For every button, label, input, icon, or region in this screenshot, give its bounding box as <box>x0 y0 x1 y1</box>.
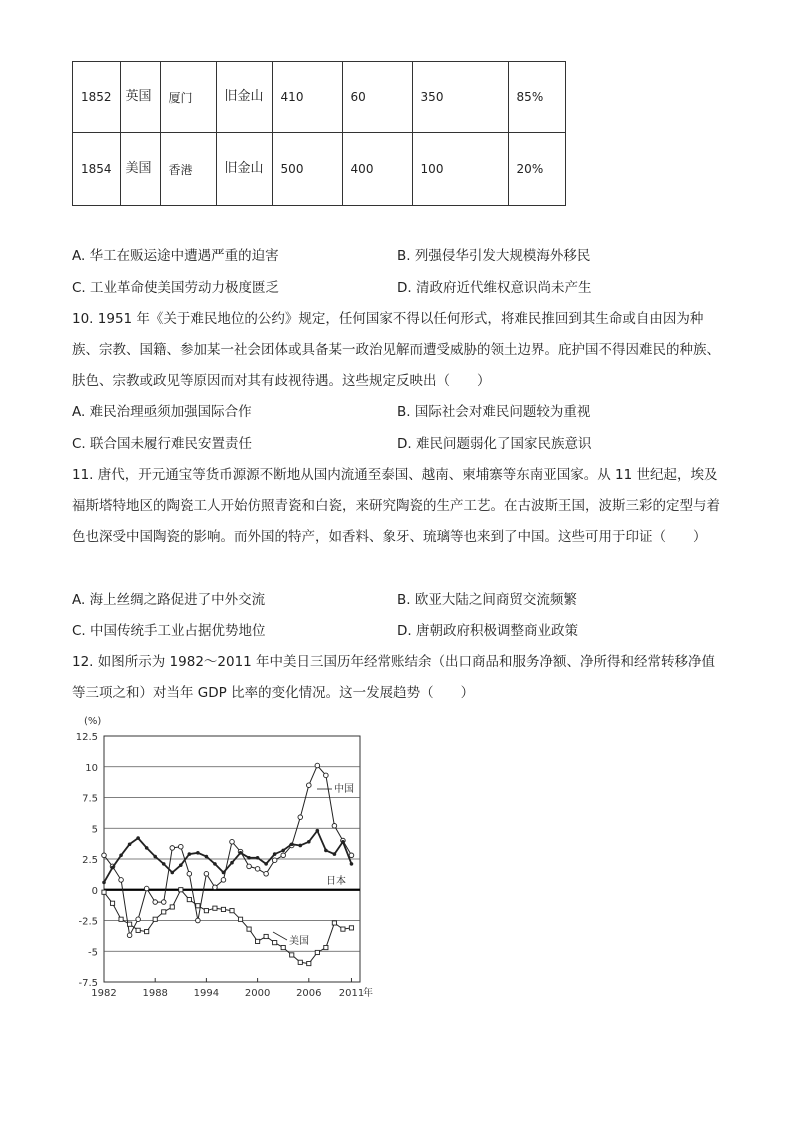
data-point <box>298 960 302 964</box>
series-line-美国 <box>104 890 352 964</box>
data-point <box>315 950 319 954</box>
data-point <box>341 927 345 931</box>
series-label: 美国 <box>289 936 309 947</box>
data-point <box>119 917 123 921</box>
y-tick-label: 2.5 <box>82 855 98 866</box>
table-cell: 旧金山 <box>216 133 272 206</box>
q10-option-a[interactable]: A. 难民治理亟须加强国际合作 <box>72 404 252 420</box>
q11-option-c[interactable]: C. 中国传统手工业占据优势地位 <box>72 623 266 639</box>
data-point <box>264 871 269 876</box>
data-point <box>136 917 141 922</box>
series-label: 日本 <box>326 876 346 887</box>
table-cell: 410 <box>272 62 342 133</box>
data-point <box>307 961 311 965</box>
q12-stem: 12. 如图所示为 1982～2011 年中美日三国历年经常账结余（出口商品和服务净额、净所得和经常转移净值等三项之和）对当年 GDP 比率的变化情况。这一发展趋势（ ） <box>72 654 716 701</box>
q10-option-d[interactable]: D. 难民问题弱化了国家民族意识 <box>397 436 592 452</box>
x-tick-label: 1982 <box>91 988 117 999</box>
data-point <box>324 849 328 853</box>
data-point <box>247 864 252 869</box>
data-point <box>221 878 226 883</box>
table-row <box>73 62 566 133</box>
data-point <box>290 842 294 846</box>
data-point <box>324 773 329 778</box>
data-point <box>273 941 277 945</box>
data-point <box>188 852 192 856</box>
data-point <box>256 856 260 860</box>
data-point <box>349 926 353 930</box>
series-label: 中国 <box>334 784 354 795</box>
data-point <box>196 851 200 855</box>
data-point <box>153 900 158 905</box>
data-point <box>230 909 234 913</box>
data-point <box>255 867 260 872</box>
data-point <box>272 858 277 863</box>
data-point <box>187 897 191 901</box>
data-point <box>298 815 303 820</box>
q9-option-c[interactable]: C. 工业革命使美国劳动力极度匮乏 <box>72 280 280 296</box>
y-tick-label: -7.5 <box>78 978 98 989</box>
y-tick-label: -2.5 <box>78 916 98 928</box>
data-point <box>153 917 157 921</box>
table-cell: 英国 <box>120 62 160 133</box>
q9-option-a[interactable]: A. 华工在贩运途中遭遇严重的迫害 <box>72 248 279 264</box>
y-tick-label: 12.5 <box>75 732 98 743</box>
data-point <box>179 844 184 849</box>
data-point <box>144 886 149 891</box>
data-point <box>119 854 123 858</box>
table-cell: 100 <box>412 133 508 206</box>
data-point <box>187 871 192 876</box>
data-point <box>281 945 285 949</box>
q11-stem: 11. 唐代，开元通宝等货币源源不断地从国内流通至泰国、越南、柬埔寨等东南亚国家。从 11 世纪起，埃及福斯塔特地区的陶瓷工人开始仿照青瓷和白瓷，来研究陶瓷的生产工艺。在古波斯王国，波斯三彩的定型与着色也深受中国陶瓷的影响。而外国的特产，如香料、象牙、琉璃等也来到了中国。这些可用于印证（ ） <box>72 467 720 545</box>
table-cell: 60 <box>342 62 412 133</box>
data-point <box>230 839 235 844</box>
data-point <box>128 922 132 926</box>
table-cell: 1854 <box>73 133 121 206</box>
y-tick-label: 10 <box>85 762 98 774</box>
data-point <box>315 763 320 768</box>
data-point <box>128 842 132 846</box>
data-point <box>213 906 217 910</box>
data-point <box>349 853 354 858</box>
data-point <box>153 855 157 859</box>
table-cell: 美国 <box>120 133 160 206</box>
data-point <box>196 918 201 923</box>
data-point <box>307 840 311 844</box>
y-axis-label: (%) <box>84 716 102 727</box>
x-tick-label: 2006 <box>296 988 322 999</box>
data-point <box>222 871 226 875</box>
x-axis-label: 年 <box>363 988 373 999</box>
data-point <box>281 849 285 853</box>
q9-option-b[interactable]: B. 列强侵华引发大规模海外移民 <box>397 248 591 264</box>
data-point <box>264 862 268 866</box>
data-point <box>145 846 149 850</box>
data-point <box>204 909 208 913</box>
data-point <box>247 927 251 931</box>
y-tick-label: 5 <box>91 824 98 836</box>
data-point <box>170 846 175 851</box>
x-tick-label: 2000 <box>244 988 271 999</box>
x-tick-label: 1988 <box>142 988 168 999</box>
migration-table <box>72 61 566 206</box>
table-cell: 85% <box>508 62 565 133</box>
data-point <box>316 829 320 833</box>
q9-option-d[interactable]: D. 清政府近代维权意识尚未产生 <box>397 280 592 296</box>
q10-stem: 10. 1951 年《关于难民地位的公约》规定，任何国家不得以任何形式，将难民推回到其生命或自由因为种族、宗教、国籍、参加某一社会团体或具备某一政治见解而遭受威胁的领土边界。庇护国不得因难民的种族、肤色、宗教或政见等原因而对其有歧视待遇。这些规定反映出（ ） <box>72 311 720 389</box>
q11-option-d[interactable]: D. 唐朝政府积极调整商业政策 <box>397 623 578 639</box>
data-point <box>102 853 107 858</box>
data-point <box>307 783 312 788</box>
data-point <box>111 866 115 870</box>
data-point <box>256 939 260 943</box>
data-point <box>332 921 336 925</box>
data-point <box>170 871 174 875</box>
data-point <box>333 852 337 856</box>
data-point <box>136 836 140 840</box>
data-point <box>196 904 200 908</box>
data-point <box>273 852 277 856</box>
q10-option-c[interactable]: C. 联合国未履行难民安置责任 <box>72 436 253 452</box>
data-point <box>221 907 225 911</box>
data-point <box>179 863 183 867</box>
y-tick-label: -5 <box>88 947 98 959</box>
data-point <box>230 861 234 865</box>
data-point <box>264 934 268 938</box>
y-tick-label: 0 <box>91 885 98 897</box>
data-point <box>350 862 354 866</box>
table-cell: 400 <box>342 133 412 206</box>
table-cell: 500 <box>272 133 342 206</box>
data-point <box>238 917 242 921</box>
data-point <box>281 853 286 858</box>
data-point <box>170 905 174 909</box>
data-point <box>298 844 302 848</box>
data-point <box>324 945 328 949</box>
data-point <box>179 888 183 892</box>
table-row <box>73 133 566 206</box>
data-point <box>162 910 166 914</box>
x-tick-label: 2011 <box>338 988 365 999</box>
table-cell: 350 <box>412 62 508 133</box>
current-account-chart <box>60 708 390 1008</box>
table-cell: 香港 <box>160 133 216 206</box>
data-point <box>145 929 149 933</box>
data-point <box>213 862 217 866</box>
data-point <box>161 900 166 905</box>
label-leader <box>273 932 287 940</box>
q11-option-b[interactable]: B. 欧亚大陆之间商贸交流频繁 <box>397 592 577 608</box>
data-point <box>213 885 218 890</box>
data-point <box>127 933 132 938</box>
data-point <box>204 871 209 876</box>
data-point <box>102 890 106 894</box>
data-point <box>239 851 243 855</box>
table-cell: 厦门 <box>160 62 216 133</box>
q11-option-a[interactable]: A. 海上丝绸之路促进了中外交流 <box>72 592 266 608</box>
data-point <box>247 856 251 860</box>
data-point <box>136 928 140 932</box>
x-tick-label: 1994 <box>193 988 220 999</box>
series-line-日本 <box>104 831 352 883</box>
data-point <box>205 855 209 859</box>
q10-option-b[interactable]: B. 国际社会对难民问题较为重视 <box>397 404 591 420</box>
table-cell: 旧金山 <box>216 62 272 133</box>
data-point <box>162 862 166 866</box>
data-point <box>119 878 124 883</box>
data-point <box>102 881 106 885</box>
data-point <box>341 840 345 844</box>
table-cell: 1852 <box>73 62 121 133</box>
data-point <box>332 823 337 828</box>
table-cell: 20% <box>508 133 565 206</box>
y-tick-label: 7.5 <box>82 793 98 805</box>
data-point <box>290 953 294 957</box>
data-point <box>110 901 114 905</box>
